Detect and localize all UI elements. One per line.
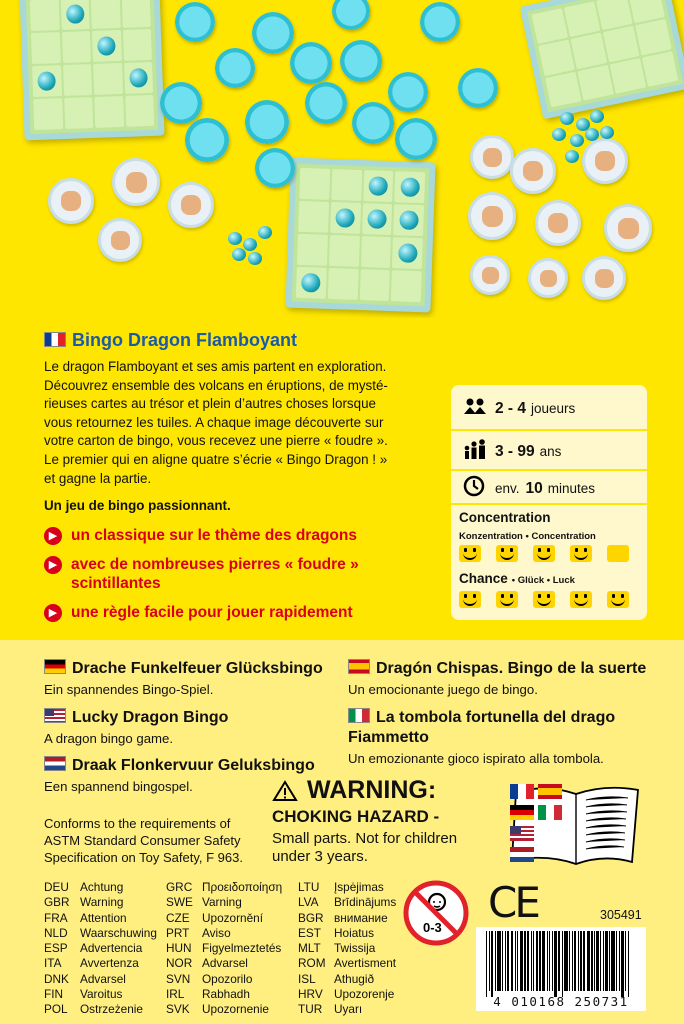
- barcode-number: 4 010168 250731: [493, 994, 629, 1009]
- bingo-board: [520, 0, 684, 119]
- age-info: 3 - 99 ans: [463, 439, 561, 464]
- lang-de: Drache Funkelfeuer Glücksbingo Ein spannendes Bingo-Spiel.: [44, 660, 323, 697]
- smiley-icon: [570, 591, 592, 608]
- usa-flag-icon: [44, 708, 66, 723]
- french-title: Bingo Dragon Flamboyant: [44, 330, 297, 351]
- feature-bullet: ▶ une règle facile pour jouer rapidement: [44, 603, 424, 622]
- instruction-book-icon: [506, 776, 646, 873]
- clock-icon: [463, 475, 489, 502]
- bingo-board: [19, 0, 164, 140]
- warnings-column-2: GRC Προειδοποίηση SWE Varning CZE Upozornění PRT Aviso HUN Figyelmeztetés NOR Advarsel SVN Opozorilo IRL Rabhadh SVK Upozornenie: [166, 880, 283, 1017]
- players-info: 2 - 4 joueurs: [463, 397, 575, 420]
- arrow-right-icon: ▶: [44, 556, 62, 574]
- smiley-icon: [533, 545, 555, 562]
- feature-bullet: ▶ un classique sur le thème des dragons: [44, 526, 424, 545]
- barcode: [476, 927, 646, 1011]
- age-icon: [463, 439, 489, 464]
- germany-flag-icon: [44, 659, 66, 674]
- concentration-sublabel: Konzentration • Concentration: [459, 531, 596, 542]
- article-number: 305491: [600, 908, 642, 922]
- arrow-right-icon: ▶: [44, 604, 62, 622]
- chance-label-row: Chance • Glück • Luck: [459, 571, 575, 586]
- smiley-icon: [570, 545, 592, 562]
- ce-mark: CE: [488, 878, 538, 927]
- france-flag-icon: [44, 332, 66, 347]
- concentration-label: Concentration: [459, 510, 551, 525]
- french-tagline: Un jeu de bingo passionnant.: [44, 498, 231, 513]
- smiley-icon: [459, 591, 481, 608]
- smiley-icon: [533, 591, 555, 608]
- bingo-board: [285, 158, 435, 313]
- time-info: env. 10 minutes: [463, 475, 595, 502]
- warnings-column-3: LTU Įspėjimas LVA Brīdinājums BGR внимание EST Hoiatus MLT Twissija ROM Avertisment ISL Athugið HRV Upozorenje TUR Uyarı: [298, 880, 397, 1017]
- warning-title: WARNING:: [307, 776, 437, 804]
- svg-text:0-3: 0-3: [423, 920, 442, 935]
- lang-en: Lucky Dragon Bingo A dragon bingo game.: [44, 709, 229, 746]
- smiley-icon: [607, 591, 629, 608]
- feature-bullets: [44, 526, 424, 632]
- smiley-empty-icon: [607, 545, 629, 562]
- hazard-text: Small parts. Not for children under 3 years.: [272, 830, 458, 865]
- lang-nl: Draak Flonkervuur Geluksbingo Een spannend bingospel.: [44, 757, 315, 794]
- smiley-icon: [496, 545, 518, 562]
- product-photo: [0, 0, 684, 318]
- concentration-rating: [459, 545, 629, 562]
- no-under-3-icon: [403, 880, 469, 951]
- choking-hazard: CHOKING HAZARD -: [272, 807, 440, 826]
- game-info-box: [451, 385, 647, 620]
- warning-triangle-icon: [272, 780, 298, 807]
- chance-rating: [459, 591, 629, 608]
- italy-flag-icon: [348, 708, 370, 723]
- lang-it: La tombola fortunella del drago Fiammetto Un emozionante gioco ispirato alla tombola.: [348, 709, 616, 766]
- players-icon: [463, 397, 489, 420]
- spain-flag-icon: [348, 659, 370, 674]
- smiley-icon: [496, 591, 518, 608]
- netherlands-flag-icon: [44, 756, 66, 771]
- arrow-right-icon: ▶: [44, 527, 62, 545]
- french-description: Le dragon Flamboyant et ses amis partent en exploration. Découvrez ensemble des volcans en éruptions, de mysté- rieuses cartes au trésor et plein d’autres choses lorsque vous retournez les tuiles. A chaque image découverte sur votre carton de bingo, vous recevez une pierre « foudre ». Le premier qui en aligne quatre s’écrie « Bingo Dragon ! » et gagne la partie.: [44, 359, 388, 486]
- warnings-column-1: DEU Achtung GBR Warning FRA Attention NLD Waarschuwing ESP Advertencia ITA Avvertenza DNK Advarsel FIN Varoitus POL Ostrzeżenie: [44, 880, 157, 1017]
- smiley-icon: [459, 545, 481, 562]
- astm-conformity: Conforms to the requirements of ASTM Standard Consumer Safety Specification on Toy Safety, F 963.: [44, 816, 243, 865]
- lang-es: Dragón Chispas. Bingo de la suerte Un emocionante juego de bingo.: [348, 660, 647, 697]
- feature-bullet: ▶ avec de nombreuses pierres « foudre » scintillantes: [44, 555, 424, 593]
